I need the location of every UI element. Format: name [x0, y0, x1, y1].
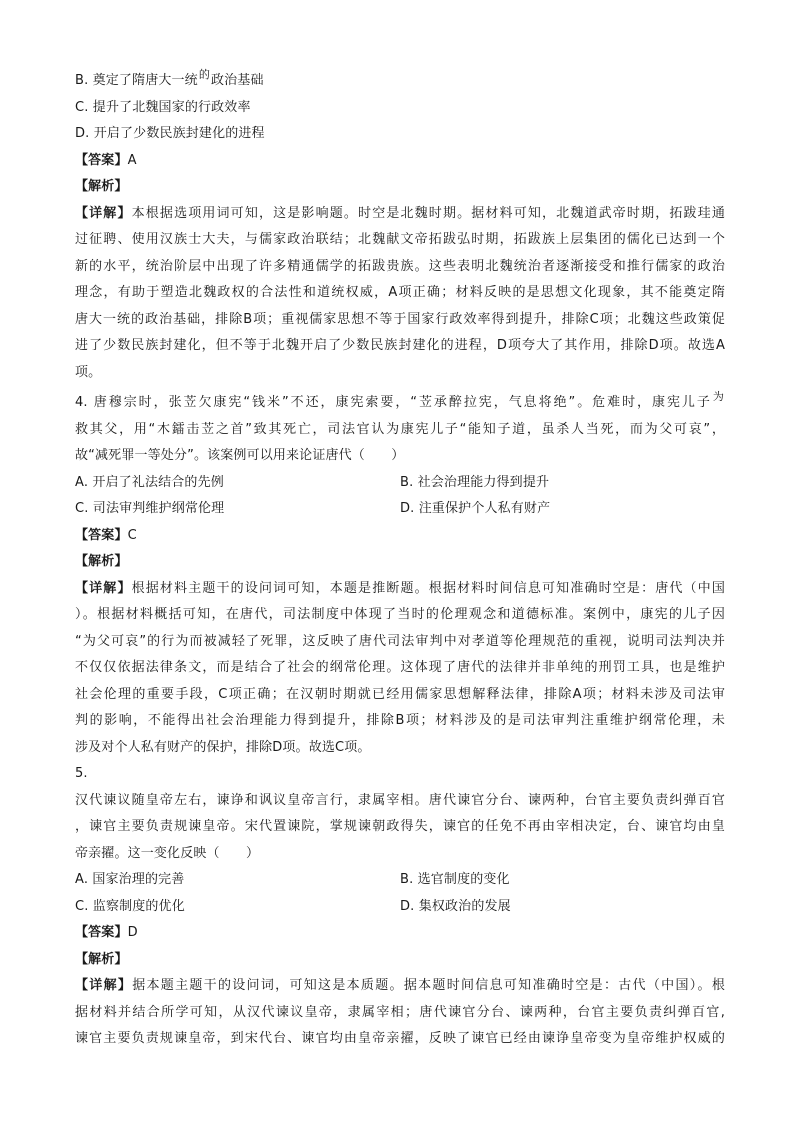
q4-detail-line: 判的影响，不能得出社会治理能力得到提升，排除B项；材料涉及的是司法审判注重维护纲常伦理，未: [75, 713, 725, 728]
q3-option-b: B. 奠定了隋唐大一统$^的$政治基础: [75, 68, 264, 88]
q5-option-a: A. 国家治理的完善: [75, 872, 185, 887]
q5-option-d: D. 集权政治的发展: [400, 898, 511, 914]
q4-detail-line: 涉及对个人私有财产的保护，排除D项。故选C项。: [75, 739, 371, 755]
q3-answer: 【答案】A: [75, 152, 137, 168]
q5-answer: 【答案】D: [75, 925, 138, 940]
q3-detail-line: 进了少数民族封建化，但不等于北魏开启了少数民族封建化的进程，D项夸大了其作用，排除D项。故选A: [75, 338, 725, 353]
q5-stem-line: ，谏官主要负责规谏皇帝。宋代置谏院，掌规谏朝政得失，谏官的任免不再由宰相决定，台、谏官均由皇: [75, 819, 725, 834]
q4-option-a: A. 开启了礼法结合的先例: [75, 474, 224, 490]
q3-analysis-heading: 【解析】: [75, 179, 128, 194]
q4-stem-line: 4. 唐穆宗时，张苙欠康宪“钱米”不还，康宪索要，“苙承醉拉宪，气息将绝”。危难时，康宪儿子$^为$: [75, 390, 724, 410]
q5-stem-line: 帝亲擢。这一变化反映（ ）: [75, 845, 260, 861]
q3-detail-line: 项。: [75, 364, 102, 380]
q3-detail-line: 【详解】本根据选项用词可知，这是影响题。时空是北魏时期。据材料可知，北魏道武帝时期，拓跋珪通: [75, 205, 725, 221]
q5-option-b: B. 选官制度的变化: [400, 872, 510, 887]
q4-answer: 【答案】C: [75, 527, 137, 543]
q5-option-c: C. 监察制度的优化: [75, 898, 185, 914]
q5-analysis-heading: 【解析】: [75, 951, 128, 967]
q5-detail-line: 【详解】据本题主题干的设问词，可知这是本质题。据本题时间信息可知准确时空是：古代（中国）。根: [75, 978, 725, 993]
q4-option-b: B. 社会治理能力得到提升: [400, 474, 550, 490]
q4-option-d: D. 注重保护个人私有财产: [400, 501, 551, 516]
q3-detail-line: 唐大一统的政治基础，排除B项；重视儒家思想不等于国家行政效率得到提升，排除C项；北魏这些政策促: [75, 311, 725, 327]
q4-stem-line: 故“减死罪一等处分”。该案例可以用来论证唐代（ ）: [75, 448, 405, 463]
q4-detail-line: ）。根据材料概括可知，在唐代，司法制度中体现了当时的伦理观念和道德标准。案例中，康宪的儿子因: [75, 607, 725, 622]
q5-detail-line: 据材料并结合所学可知，从汉代谏议皇帝，隶属宰相；唐代谏官分台、谏两种，台官主要负责纠弹百官,: [75, 1004, 725, 1020]
q4-detail-line: 社会伦理的重要手段，C项正确；在汉朝时期就已经用儒家思想解释法律，排除A项；材料未涉及司法审: [75, 686, 725, 702]
q4-analysis-heading: 【解析】: [75, 554, 128, 569]
q5-options-row: [75, 867, 725, 894]
q3-detail-line: 新的水平，统治阶层中出现了许多精通儒学的拓跋贵族。这些表明北魏统治者逐渐接受和推行儒家的政治: [75, 258, 725, 274]
q3-detail-line: 过征聘、使用汉族士大夫，与儒家政治联结；北魏献文帝拓跋弘时期，拓跋族上层集团的儒化已达到一个: [75, 232, 725, 247]
q5-detail-line: 谏官主要负责规谏皇帝，到宋代台、谏官均由皇帝亲擢，反映了谏官已经由谏诤皇帝变为皇帝维护权威的: [75, 1031, 725, 1046]
q4-options-row: [75, 496, 725, 523]
q3-detail-line: 理念，有助于塑造北魏政权的合法性和道统权威，A项正确；材料反映的是思想文化现象，其不能奠定隋: [75, 285, 725, 300]
q4-options-row: [75, 470, 725, 497]
q4-option-c: C. 司法审判维护纲常伦理: [75, 501, 225, 516]
q4-detail-line: “为父可哀”的行为而被减轻了死罪，这反映了唐代司法审判中对孝道等伦理规范的重视，说明司法判决并: [75, 633, 725, 649]
q5-options-row: [75, 894, 725, 921]
document-content: [75, 68, 725, 1053]
q4-detail-line: 不仅仅依据法律条文，而是结合了社会的纲常伦理。这体现了唐代的法律并非单纯的刑罚工具，也是维护: [75, 660, 725, 675]
q5-number: 5.: [75, 766, 88, 781]
q3-option-d: D. 开启了少数民族封建化的进程: [75, 126, 265, 141]
q4-stem-line: 救其父，用“木鐳击苙之首”致其死亡，司法官认为康宪儿子“能知子道，虽杀人当死，而为父可哀”，: [75, 421, 725, 437]
q5-stem-line: 汉代谏议随皇帝左右，谏诤和讽议皇帝言行，隶属宰相。唐代谏官分台、谏两种，台官主要负责纠弹百官: [75, 792, 725, 808]
q3-option-c: C. 提升了北魏国家的行政效率: [75, 99, 251, 115]
q4-detail-line: 【详解】根据材料主题干的设问词可知，本题是推断题。根据材料时间信息可知准确时空是：唐代（中国: [75, 580, 725, 596]
